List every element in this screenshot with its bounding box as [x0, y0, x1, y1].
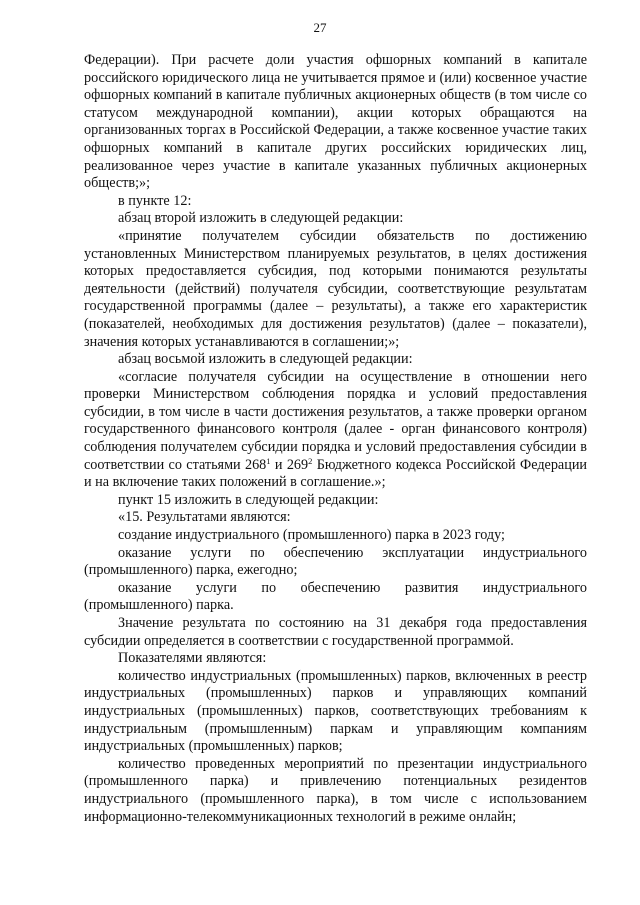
paragraph-15: количество проведенных мероприятий по презентации индустриального (промышленного парка) и привлечению потенциальных резидентов индустриального (промышленного парка), в том числе с использованием информационно-телекоммуникационных технологий в режиме онлайн;	[84, 755, 587, 825]
article-269-superscript: 2	[308, 455, 313, 466]
paragraph-10: оказание услуги по обеспечению эксплуатации индустриального (промышленного) парка, ежегодно;	[84, 544, 587, 579]
paragraph-7: пункт 15 изложить в следующей редакции:	[118, 491, 379, 508]
paragraph-12: Значение результата по состоянию на 31 декабря года предоставления субсидии определяется в соответствии с государственной программой.	[84, 615, 587, 649]
paragraph-6-part-b: и 269	[270, 456, 309, 473]
paragraph-11: оказание услуги по обеспечению развития индустриального (промышленного) парка.	[84, 579, 587, 614]
paragraph-13: Показателями являются:	[118, 650, 267, 667]
paragraph-4: «принятие получателем субсидии обязательств по достижению установленных Министерством планируемых результатов, в целях достижения которых предоставляется субсидия, под которыми понимаются результаты деятельности (действий) получателя субсидии, соответствующие результатам государственной программы (далее – результаты), а также его характеристик (показателей, необходимых для достижения результатов) (далее – показатели), значения которых устанавливаются в соглашении;»;	[84, 227, 587, 350]
paragraph-5: абзац восьмой изложить в следующей редакции:	[118, 351, 413, 368]
paragraph-1: Федерации). При расчете доли участия офшорных компаний в капитале российского юридического лица не учитывается прямое и (или) косвенное участие офшорных компаний в капитале публичных акционерных обществ (в том числе со статусом международной компании), акции которых обращаются на организованных торгах в Российской Федерации, а также косвенное участие таких офшорных компаний в капитале других российских юридических лиц, реализованное через участие в капитале указанных публичных акционерных обществ;»;	[84, 52, 587, 192]
paragraph-2: в пункте 12:	[118, 192, 192, 209]
paragraph-6-part-c: Бюджетного кодекса Российской Федерации и на включение таких положений в соглашение.»;	[84, 456, 587, 491]
paragraph-6	[84, 369, 587, 492]
paragraph-9: создание индустриального (промышленного) парка в 2023 году;	[118, 527, 505, 544]
article-268-superscript: 1	[266, 455, 271, 466]
page-number: 27	[313, 20, 327, 35]
paragraph-3: абзац второй изложить в следующей редакции:	[118, 210, 404, 227]
paragraph-14: количество индустриальных (промышленных) парков, включенных в реестр индустриальных (промышленных) парков и управляющих компаний индустриальных (промышленных) парков, соответствующих требованиям к индустриальным (промышленным) паркам и управляющим компаниям индустриальных (промышленных) парков;	[84, 667, 587, 755]
document-body	[84, 52, 587, 826]
paragraph-6-part-a: «согласие получателя субсидии на осуществление в отношении него проверки Министерством соблюдения порядка и условий предоставления субсидии, в том числе в части достижения результатов, а также проверки органом государственного финансового контроля (далее - орган финансового контроля) соблюдения получателем субсидии порядка и условий предоставления субсидии в соответствии со статьями 268	[84, 368, 587, 473]
paragraph-8: «15. Результатами являются:	[118, 509, 291, 526]
